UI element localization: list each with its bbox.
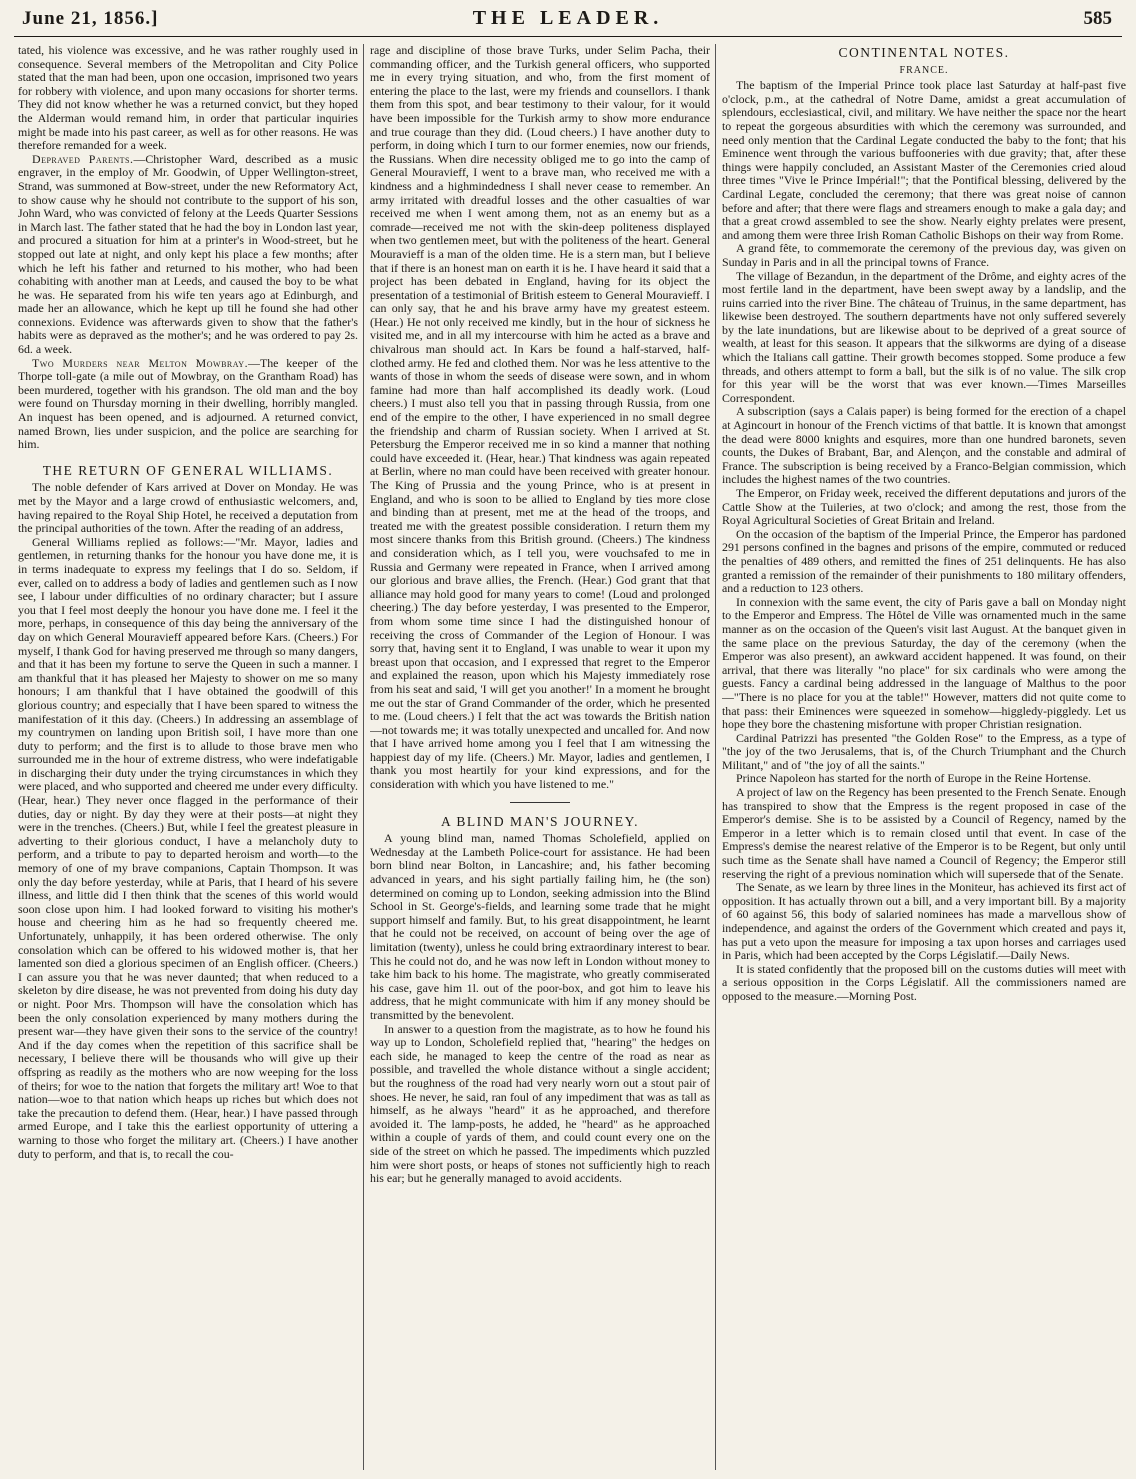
article-paragraph: In answer to a question from the magistrate, as to how he found his way up to London, Scholefield replied that, "hearing" the hedges on each side, he managed to keep the centre of the road as near as possible, and travelled the whole distance without a single accident; but the roughness of the road had very nearly worn out a stout pair of shoes. He never, he said, ran foul of any impediment that was as tall as himself, as he always "heard" it as he approached, and therefore avoided it. The lamp-posts, he added, he "heard" as he approached within a couple of yards of them, and could count every one on the side of the street on which he passed. The impediments which puzzled him were short posts, or heaps of stones not sufficiently high to reach his ear; but he generally managed to avoid accidents. bbox=[370, 1021, 710, 1186]
article-paragraph: The village of Bezandun, in the department of the Drôme, and eighty acres of the most fertile land in the department, have been swept away by a landslip, and the ruins carried into the river Bine. The château of Truinus, in the same department, has likewise been destroyed. The southern departments have not only suffered severely by the late inundations, but are likewise about to be deprived of a great source of wealth, at least for this season. It appears that the silkworms are dying of a disease which the Italians call gattine. Their growth becomes stopped. Some produce a few threads, and others attempt to form a ball, but the silk is of no value. The silk crop for this year will be the worst that was ever known.—Times Marseilles Correspondent. bbox=[722, 268, 1126, 405]
article-paragraph: The Senate, as we learn by three lines in the Moniteur, has achieved its first act of opposition. It has actually thrown out a bill, and a very important bill. By a majority of 60 against 56, this body of salaried nominees has made a marvellous show of independence, and against the orders of the Government which created and pays it, has put a veto upon the measure for imposing a tax upon horses and carriages used in Paris, which had been accepted by the Corps Législatif.—Daily News. bbox=[722, 880, 1126, 963]
article-paragraph: Prince Napoleon has started for the north of Europe in the Reine Hortense. bbox=[736, 771, 1091, 786]
article-paragraph: rage and discipline of those brave Turks, under Selim Pacha, their commanding officer, and the Turkish general officers, who supported me in every trying situation, and who, from the first moment of entering the place to the last, were my friends and counsellors. I thank them from this spot, and bear testimony to their valour, for it would have been impossible for the Turkish army to show more endurance and true courage than they did. (Loud cheers.) I have another duty to perform, in doing which I turn to our former enemies, now our friends, the Russians. When dire necessity obliged me to go into the camp of General Mouravieff, I went to a brave man, who received me with a kindness and a highmindedness I shall never cease to remember. An army irritated with dreadful losses and the other casualties of war received me when I went among them, not as an enemy but as a comrade—received me not with the skin-deep politeness displayed when two gentlemen meet, but with the politeness of the heart. General Mouravieff is a man of the olden time. He is a stern man, but I believe that if there is an honest man on earth it is he. I have heard it said that a project has been debated in England, having for its object the presentation of a testimonial of British esteem to General Mouravieff. I can only say, that he and his brave army have my greatest esteem. (Hear.) He not only received me kindly, but in the hour of sickness he visited me, and in all my intercourse with him he acted as a brave and chivalrous man should act. In Kars be found a half-starved, half-clothed army. He fed and clothed them. Nor was he less attentive to the wants of those in whom the seeds of disease were sown, and in whom famine had more than half accomplished its deadly work. (Loud cheers.) I must also tell you that in passing through Russia, from one end of the empire to the other, I have experienced in no small degree the friendship and charm of Russian society. When I arrived at St. Petersburg the Emperor received me in so kind a manner that nothing could have exceeded it. (Hear, hear.) That kindness was again repeated at Berlin, where no man could have been received with greater honour. The King of Prussia and the young Prince, who is at present in England, and who is soon to be allied to England by ties more close and binding than at present, met me at the head of the troops, and treated me with the greatest possible consideration. I return them my most sincere thanks from this British ground. (Cheers.) The kindness and consideration which, as I tell you, were vouchsafed to me in Russia and Germany were repeated in France, when I arrived among our glorious and brave allies, the French. (Hear.) God grant that that alliance may hold good for many years to come! (Loud and prolonged cheering.) The day before yesterday, I was presented to the Emperor, from whom some time since I had the distinguished honour of receiving the cross of Commander of the Legion of Honour. I was sorry that, having sent it to England, I was unable to wear it upon my breast upon that occasion, and I expressed that regret to the Emperor and explained the reason, upon which his Majesty immediately rose from his seat and said, 'I will get you another!' In a moment he brought me out the star of Grand Commander of the order, which he presented to me. (Loud cheers.) I felt that the act was towards the British nation—not towards me; it was totally unexpected and uncalled for. And now that I have arrived home among you I feel that I am witnessing the happiest day of my life. (Cheers.) Mr. Mayor, ladies and gentlemen, I thank you most heartily for your kind expressions, and for the consideration with which you have listened to me." bbox=[370, 44, 710, 792]
masthead bbox=[14, 6, 1122, 37]
column-middle bbox=[370, 44, 710, 1470]
section-divider bbox=[510, 802, 570, 803]
column-rule-right bbox=[715, 44, 716, 1470]
paragraph-body: —Christopher Ward, described as a music engraver, in the employ of Mr. Goodwin, of Upper Wellington-street, Strand, was summoned at Bow-street, under the new Reformatory Act, to show cause why he should not contribute to the support of his son, John Ward, who was convicted of felony at the Leeds Quarter Sessions in March last. The father stated that he had the boy in London last year, and procured a situation for him at a printer's in Wood-street, but he stopped out late at night, and only kept his place a few months; after which he left his father and returned to his mother, who had been cohabiting with another man at Leeds, and caused the boy to be what he was. He separated from his wife ten years ago at Edinburgh, and made her an allowance, which he kept up till he found she had other connexions. Evidence was afterwards given to show that the father's habits were as depraved as the mother's; and he was ordered to pay 2s. 6d. a week. bbox=[18, 151, 358, 357]
newspaper-title: THE LEADER. bbox=[472, 7, 664, 29]
article-paragraph: It is stated confidently that the proposed bill on the customs duties will meet with a serious opposition in the Corps Législatif. All the commissioners named are opposed to the measure.—Morning Post. bbox=[722, 961, 1126, 1003]
article-paragraph: Cardinal Patrizzi has presented "the Golden Rose" to the Empress, as a type of "the joy of the two Jerusalems, that is, of the Church Triumphant and the Church Militant," and of "the joy of all the saints." bbox=[722, 730, 1126, 772]
article-heading: CONTINENTAL NOTES. bbox=[838, 45, 1010, 60]
article-paragraph: tated, his violence was excessive, and he was rather roughly used in consequence. Several members of the Metropolitan and City Police stated that the man had been, upon one occasion, imprisoned two years for robbery with violence, and upon many occasions for shorter terms. They did not know whether he was a returned convict, but they hoped the Alderman would remand him, in order that particular inquiries might be made into his past career, as well as for other reasons. He was therefore remanded for a week. bbox=[18, 44, 358, 153]
column-rule-left bbox=[363, 44, 364, 1470]
article-paragraph: On the occasion of the baptism of the Imperial Prince, the Emperor has pardoned 291 persons confined in the bagnes and prisons of the empire, commuted or reduced the penalties of 489 others, and remitted the fines of 251 delinquents. He has also granted a remission of the remainder of their punishments to 180 military offenders, and a reduction to 123 others. bbox=[722, 526, 1126, 596]
paragraph-lead: Depraved Parents. bbox=[32, 151, 134, 166]
article-paragraph: The Emperor, on Friday week, received the different deputations and jurors of the Cattle Show at the Tuileries, at two o'clock; and among the rest, those from the Royal Agricultural Societies of Great Britain and Ireland. bbox=[722, 486, 1126, 528]
article-paragraph: A subscription (says a Calais paper) is being formed for the erection of a chapel at Agincourt in honour of the French victims of that battle. It is known that amongst the dead were 8000 knights and esquires, more than one hundred baronets, seven counts, the Dukes of Brabant, Bar, and Alençon, and the constable and admiral of France. The subscription is being received by a Franco-Belgian commission, which includes the highest names of the two countries. bbox=[722, 404, 1126, 487]
paragraph-body: —The keeper of the Thorpe toll-gate (a mile out of Mowbray, on the Grantham Road) has been murdered, together with his grandson. The old man and the boy were found on Thursday morning in their dwelling, horribly mangled. An inquest has been opened, and is adjourned. A returned convict, named Brown, lies under suspicion, and the police are searching for him. bbox=[18, 355, 358, 452]
page-number: 585 bbox=[1083, 8, 1112, 29]
article-heading: A BLIND MAN'S JOURNEY. bbox=[441, 813, 639, 829]
column-right bbox=[722, 44, 1126, 1470]
article-paragraph bbox=[18, 357, 358, 452]
paragraph-lead: Two Murders near Melton Mowbray. bbox=[32, 355, 249, 370]
article-paragraph: A project of law on the Regency has been presented to the French Senate. Enough has transpired to show that the Empress is the regent proposed in case of the Emperor's demise. She is to be assisted by a Council of Regency, named by the Emperor in a letter which is to remain closed until that event. In case of the Empress's demise the nearest relative of the Emperor is to be Regent, but only until such time as the Senate shall have named a Council of Regency; the Emperor still reserving the right of a previous nomination which will supersede that of the Senate. bbox=[722, 785, 1126, 881]
article-paragraph: General Williams replied as follows:—"Mr. Mayor, ladies and gentlemen, in returning thanks for the honour you have done me, it is in terms inadequate to express my feelings that I do so. Seldom, if ever, called on to address a body of ladies and gentlemen such as I now see, I labour under difficulties of no ordinary character; but I assure you that I feel most deeply the honour you have done me. I feel it the more, perhaps, in consequence of this day being the anniversary of the day on which General Mouravieff appeared before Kars. (Cheers.) For myself, I thank God for having preserved me through so many dangers, and that it has been my fortune to serve the Queen in such a manner. I am thankful that it has pleased her Majesty to shower on me so many honours; I am thankful that I have obtained the goodwill of this glorious country; and especially that I have been spared to witness the manifestation of it this day. (Cheers.) In addressing an assemblage of my countrymen on landing upon British soil, I have more than one duty to perform; and the first is to allude to those brave men who surrounded me in the hour of extreme distress, who were indefatigable in discharging their duty under the trying circumstances in which they were placed, and who supported and cheered me under every difficulty. (Hear, hear.) They never once flagged in the performance of their duties, day or night. By day they were at their posts—at night they were in the trenches. (Cheers.) But, while I feel the greatest pleasure in adverting to their glorious conduct, I have a melancholy duty to perform, and a tribute to pay to departed heroism and worth—to the memory of one of my brave companions, Captain Thompson. It was only the day before yesterday, while at Paris, that I heard of his severe illness, and little did I then think that the scenes of this world would soon close upon him. I had looked forward to visiting his mother's house and cheering him as he had so frequently cheered me. Unfortunately, unhappily, it has been ordered otherwise. The only consolation which can be offered to his widowed mother is, that her lamented son died a glorious specimen of an English officer. (Cheers.) I can assure you that he was never daunted; that when reduced to a skeleton by dire disease, he was not prevented from doing his duty day or night. Poor Mrs. Thompson will have the consolation which has been the only consolation experienced by many mothers during the present war—they have given their sons to the service of the country! And if the day comes when the repetition of this sacrifice shall be necessary, I believe there will be thousands who will give up their offspring as readily as the mothers who are now weeping for the loss of theirs; for woe to the nation that forgets the military art! Woe to that nation—woe to that nation which heaps up riches but which does not take the precaution to defend them. (Hear, hear.) I have passed through armed Europe, and I take this the earliest opportunity of uttering a warning to those who forget the military art. (Cheers.) I have another duty to perform, and that is, to recall the cou- bbox=[18, 534, 358, 1161]
article-paragraph: The baptism of the Imperial Prince took place last Saturday at half-past five o'clock, p.m., at the cathedral of Notre Dame, amidst a great accumulation of splendours, ecclesiastical, civil, and military. We have neither the space nor the heart to repeat the gorgeous absurdities with which the ceremony was surrounded, and need only mention that the Cardinal Legate conducted the baby to the font; that his Eminence went through the various buffooneries with due gravity; that, after these things were happily concluded, an Assistant Master of the Ceremonies cried aloud three times "Vive le Prince Impérial!"; that the Pontifical blessing, delivered by the Cardinal Legate, concluded the ceremony; that there was great noise of cannon before and after; that there were flags and streamers enough to make a gala day; and that a great crowd assembled to see the show. Nearly eighty prelates were present, and among them were three Irish Roman Catholic Bishops on their way from Rome. bbox=[722, 78, 1126, 242]
column-left bbox=[18, 44, 358, 1470]
article-paragraph: A young blind man, named Thomas Scholefield, applied on Wednesday at the Lambeth Police-court for assistance. He had been born blind near Bolton, in Lancashire; and, his father becoming advanced in years, and his sight partially failing him, he (the son) determined on coming up to London, seeking admission into the Blind School in St. George's-fields, and learning some trade that he might support himself and family. But, to his great disappointment, he learnt that he could not be received, on account of being over the age of limitation (twenty), unless he could bring extraordinary interest to bear. This he could not do, and he was now left in London without money to take him back to his home. The magistrate, who greatly commiserated his case, gave him 1l. out of the poor-box, and got him to leave his address, that he might communicate with him if any money should be transmitted by the benevolent. bbox=[370, 831, 710, 1022]
article-paragraph: A grand fête, to commemorate the ceremony of the previous day, was given on Sunday in Paris and in all the principal towns of France. bbox=[722, 241, 1126, 269]
section-subheading: FRANCE. bbox=[899, 64, 949, 76]
article-paragraph: The noble defender of Kars arrived at Dover on Monday. He was met by the Mayor and a large crowd of enthusiastic welcomers, and, having repaired to the Royal Ship Hotel, he received a deputation from the principal authorities of the town. After the reading of an address, bbox=[18, 480, 358, 536]
issue-date: June 21, 1856.] bbox=[22, 8, 159, 29]
article-paragraph bbox=[18, 153, 358, 357]
article-heading: THE RETURN OF GENERAL WILLIAMS. bbox=[42, 462, 334, 478]
article-paragraph: In connexion with the same event, the city of Paris gave a ball on Monday night to the Emperor and Empress. The Hôtel de Ville was ornamented much in the same manner as on the occasion of the Queen's visit last August. At the banquet given in the same place on the previous Saturday, the day of the ceremony (when the Emperor was also present), an awkward accident happened. It was found, on their arrival, that there was literally "no place" for six cardinals who were among the guests. Fancy a cardinal being addressed in the language of Malthus to the poor—"There is no place for you at the table!" However, matters did not quite come to that pass: their Eminences were squeezed in somehow—higgledy-piggledy. Let us hope they bore the chastening misfortune with proper Christian resignation. bbox=[722, 594, 1126, 732]
